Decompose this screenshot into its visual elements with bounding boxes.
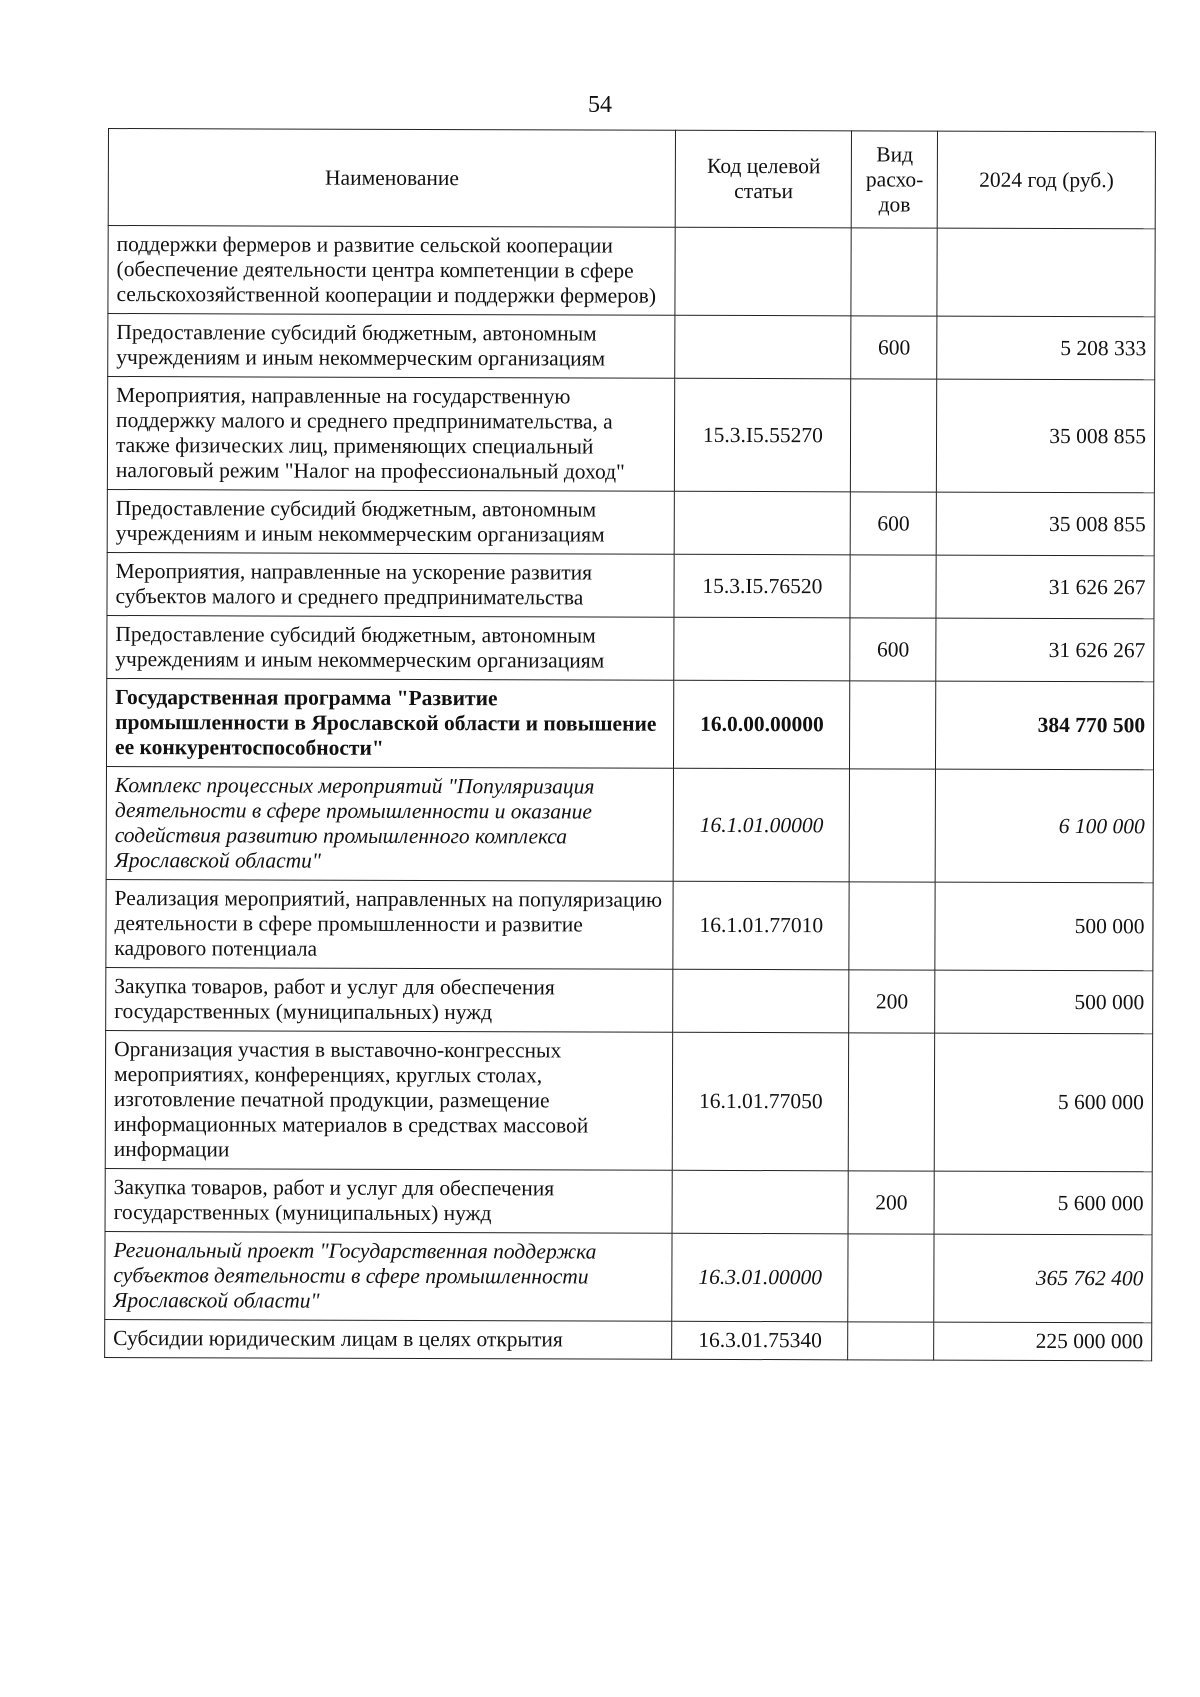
budget-table <box>104 128 1156 1361</box>
row-code: 15.3.I5.55270 <box>675 378 851 492</box>
row-kind: 200 <box>849 970 935 1033</box>
row-sum: 500 000 <box>935 970 1153 1034</box>
row-name: Региональный проект "Государственная поддержка субъектов деятельности в сфере промышленности Ярославской области" <box>105 1231 673 1321</box>
row-code <box>673 969 849 1033</box>
row-sum: 384 770 500 <box>936 681 1154 770</box>
row-kind: 600 <box>851 316 937 379</box>
row-name: поддержки фермеров и развитие сельской кооперации (обеспечение деятельности центра компетенции в сфере сельскохозяйственной кооперации и поддержки фермеров) <box>108 226 676 316</box>
table-row <box>105 1168 1152 1234</box>
table-row <box>105 1231 1152 1322</box>
row-kind: 600 <box>850 618 936 681</box>
row-kind <box>850 555 936 618</box>
row-name: Закупка товаров, работ и услуг для обеспечения государственных (муниципальных) нужд <box>106 967 674 1032</box>
row-code <box>672 1170 848 1234</box>
row-name: Предоставление субсидий бюджетным, автономным учреждениям и иным некоммерческим организациям <box>107 489 675 554</box>
row-code <box>674 617 850 681</box>
row-code: 16.1.01.00000 <box>674 768 850 882</box>
row-name: Субсидии юридическим лицам в целях открытия <box>105 1319 672 1359</box>
table-row <box>107 377 1154 493</box>
table-row <box>106 879 1153 970</box>
row-code <box>675 315 851 379</box>
row-sum: 35 008 855 <box>937 379 1155 493</box>
row-sum: 225 000 000 <box>934 1322 1152 1361</box>
row-sum: 31 626 267 <box>936 555 1154 619</box>
row-sum: 31 626 267 <box>936 618 1154 682</box>
row-kind <box>851 228 937 316</box>
table-row <box>106 678 1153 769</box>
table-row <box>107 489 1154 555</box>
table-row <box>106 967 1153 1033</box>
row-kind: 200 <box>848 1171 934 1234</box>
header-sum: 2024 год (руб.) <box>937 131 1155 229</box>
row-name: Закупка товаров, работ и услуг для обеспечения государственных (муниципальных) нужд <box>105 1168 673 1233</box>
table-row <box>107 615 1154 681</box>
row-name: Реализация мероприятий, направленных на популяризацию деятельности в сфере промышленности и развитие кадрового потенциала <box>106 879 674 969</box>
table-row <box>105 1319 1152 1360</box>
table-row <box>108 314 1155 380</box>
row-name: Предоставление субсидий бюджетным, автономным учреждениям и иным некоммерческим организациям <box>107 615 675 680</box>
table-row <box>105 1030 1152 1171</box>
row-code: 16.3.01.00000 <box>672 1233 848 1322</box>
row-sum: 6 100 000 <box>935 769 1153 883</box>
row-code: 16.3.01.75340 <box>672 1321 848 1360</box>
row-name: Предоставление субсидий бюджетным, автономным учреждениям и иным некоммерческим организациям <box>108 314 676 379</box>
row-sum: 35 008 855 <box>936 492 1154 556</box>
page-number: 54 <box>588 92 612 118</box>
header-name: Наименование <box>108 129 676 228</box>
row-kind <box>848 1234 934 1322</box>
row-code: 16.1.01.77010 <box>673 881 849 970</box>
table-row <box>106 766 1153 882</box>
row-sum <box>937 228 1155 317</box>
row-kind: 600 <box>850 492 936 555</box>
row-kind <box>848 1322 934 1360</box>
row-code: 15.3.I5.76520 <box>674 554 850 618</box>
row-code: 16.0.00.00000 <box>674 680 850 769</box>
row-kind <box>849 769 935 882</box>
row-code <box>675 227 851 316</box>
row-kind <box>849 882 935 970</box>
row-sum: 365 762 400 <box>934 1234 1152 1323</box>
table-row <box>108 226 1155 317</box>
row-kind <box>851 379 937 492</box>
row-kind <box>850 681 936 769</box>
header-kind: Вид расхо-дов <box>851 131 937 228</box>
row-name: Мероприятия, направленные на государственную поддержку малого и среднего предпринимательства, а также физических лиц, применяющих специальный налоговый режим "Налог на профессиональный доход" <box>107 377 675 492</box>
header-code: Код целевой статьи <box>676 130 852 228</box>
row-sum: 5 600 000 <box>934 1033 1152 1172</box>
table-header-row <box>108 129 1155 229</box>
row-name: Комплекс процессных мероприятий "Популяризация деятельности в сфере промышленности и оказание содействия развитию промышленного комплекса Ярославской области" <box>106 766 674 881</box>
row-sum: 500 000 <box>935 882 1153 971</box>
table-row <box>107 552 1154 618</box>
row-name: Мероприятия, направленные на ускорение развития субъектов малого и среднего предпринимательства <box>107 552 675 617</box>
row-code <box>675 491 851 555</box>
row-name: Организация участия в выставочно-конгрессных мероприятиях, конференциях, круглых столах, изготовление печатной продукции, размещение информационных материалов в средствах массовой информации <box>105 1030 673 1170</box>
row-sum: 5 208 333 <box>937 316 1155 380</box>
row-kind <box>849 1033 935 1171</box>
row-name: Государственная программа "Развитие промышленности в Ярославской области и повышение ее конкурентоспособности" <box>106 678 674 768</box>
row-code: 16.1.01.77050 <box>673 1032 849 1171</box>
row-sum: 5 600 000 <box>934 1171 1152 1235</box>
